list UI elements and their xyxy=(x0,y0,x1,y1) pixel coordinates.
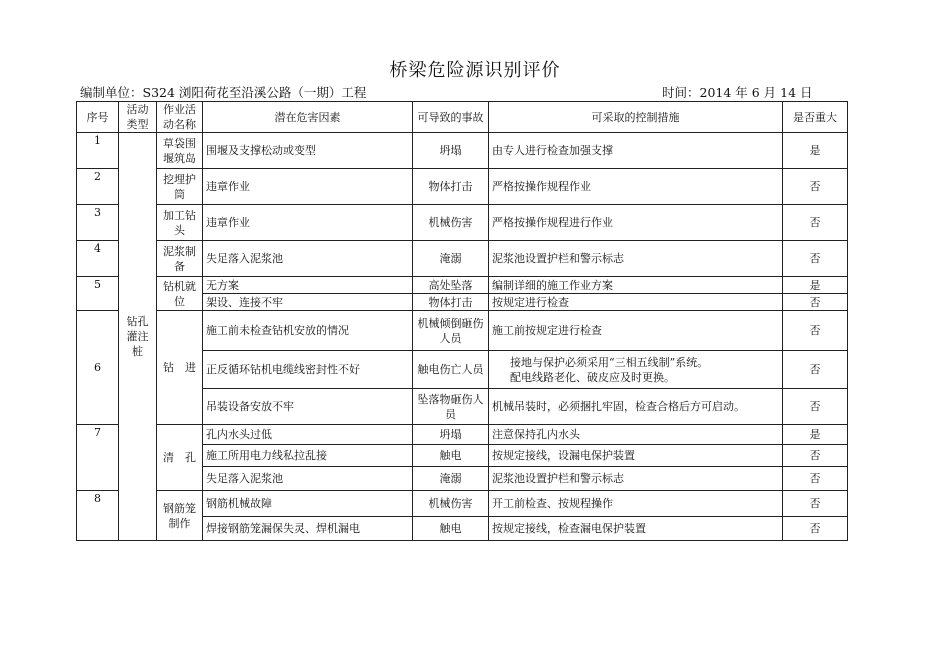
row-major: 否 xyxy=(783,311,848,351)
table-row xyxy=(77,425,848,445)
header-activity-type: 活动类型 xyxy=(119,102,157,133)
row-operation: 清 孔 xyxy=(157,425,203,491)
row-major: 是 xyxy=(783,425,848,445)
row-no: 3 xyxy=(77,205,119,241)
row-operation: 加工钻头 xyxy=(157,205,203,241)
row-measure: 严格按操作规程进行作业 xyxy=(489,205,783,241)
row-measure: 由专人进行检查加强支撑 xyxy=(489,133,783,169)
row-major: 否 xyxy=(783,389,848,425)
row-accident: 物体打击 xyxy=(413,169,489,205)
activity-type-text: 钻孔灌注桩 xyxy=(126,315,149,358)
header-hazard: 潜在危害因素 xyxy=(203,102,413,133)
row-measure: 泥浆池设置护栏和警示标志 xyxy=(489,241,783,277)
row-hazard: 无方案 xyxy=(203,277,413,294)
row-accident: 坍塌 xyxy=(413,133,489,169)
row-measure: 按规定进行检查 xyxy=(489,294,783,311)
table-row xyxy=(77,205,848,241)
row-no: 6 xyxy=(77,311,119,425)
row-measure: 严格按操作规程作业 xyxy=(489,169,783,205)
row-measure: 按规定接线，检查漏电保护装置 xyxy=(489,517,783,541)
row-accident: 淹溺 xyxy=(413,241,489,277)
row-measure: 机械吊装时，必须捆扎牢固，检查合格后方可启动。 xyxy=(489,389,783,425)
header-no: 序号 xyxy=(77,102,119,133)
activity-type-cell xyxy=(119,133,157,541)
page-title: 桥梁危险源识别评价 xyxy=(389,60,561,81)
table-header xyxy=(77,102,848,133)
row-hazard: 失足落入泥浆池 xyxy=(203,241,413,277)
row-accident: 淹溺 xyxy=(413,467,489,491)
row-hazard: 架设、连接不牢 xyxy=(203,294,413,311)
row-no: 4 xyxy=(77,241,119,277)
row-hazard: 正反循环钻机电缆线密封性不好 xyxy=(203,351,413,389)
row-no: 2 xyxy=(77,169,119,205)
row-measure: 接地与保护必须采用“三相五线制”系统。 xyxy=(510,355,709,369)
row-measure-cell xyxy=(489,351,783,389)
header-accident: 可导致的事故 xyxy=(413,102,489,133)
row-measure: 编制详细的施工作业方案 xyxy=(489,277,783,294)
date-label: 时间：2014 年 6 月 14 日 xyxy=(662,85,813,100)
row-measure: 注意保持孔内水头 xyxy=(489,425,783,445)
row-no: 5 xyxy=(77,277,119,311)
row-hazard: 失足落入泥浆池 xyxy=(203,467,413,491)
row-accident: 机械伤害 xyxy=(413,491,489,517)
table-row xyxy=(77,311,848,351)
row-accident: 坍塌 xyxy=(413,425,489,445)
row-accident: 机械倾倒砸伤人员 xyxy=(413,311,489,351)
row-hazard: 钢筋机械故障 xyxy=(203,491,413,517)
row-no: 8 xyxy=(77,491,119,541)
row-hazard: 吊装设备安放不牢 xyxy=(203,389,413,425)
row-hazard: 施工所用电力线私拉乱接 xyxy=(203,445,413,467)
row-major: 是 xyxy=(783,133,848,169)
row-operation: 钢筋笼制作 xyxy=(157,491,203,541)
row-major: 否 xyxy=(783,491,848,517)
row-measure: 开工前检查、按规程操作 xyxy=(489,491,783,517)
row-major: 否 xyxy=(783,467,848,491)
row-major: 否 xyxy=(783,205,848,241)
row-hazard: 违章作业 xyxy=(203,169,413,205)
row-major: 否 xyxy=(783,241,848,277)
row-operation: 挖埋护筒 xyxy=(157,169,203,205)
row-major: 是 xyxy=(783,277,848,294)
row-accident: 触电 xyxy=(413,445,489,467)
table-row xyxy=(77,241,848,277)
row-measure: 泥浆池设置护栏和警示标志 xyxy=(489,467,783,491)
row-hazard: 施工前未检查钻机安放的情况 xyxy=(203,311,413,351)
row-operation: 钻 进 xyxy=(157,311,203,425)
table-row xyxy=(77,133,848,169)
header-measure: 可采取的控制措施 xyxy=(489,102,783,133)
row-hazard: 孔内水头过低 xyxy=(203,425,413,445)
row-accident: 机械伤害 xyxy=(413,205,489,241)
row-measure: 按规定接线，设漏电保护装置 xyxy=(489,445,783,467)
header-operation: 作业活动名称 xyxy=(157,102,203,133)
table-row xyxy=(77,169,848,205)
compiling-unit: 编制单位：S324 浏阳荷花至沿溪公路（一期）工程 xyxy=(80,85,367,100)
table-row xyxy=(77,491,848,517)
row-hazard: 焊接钢筋笼漏保失灵、焊机漏电 xyxy=(203,517,413,541)
table-row xyxy=(77,277,848,294)
row-hazard: 违章作业 xyxy=(203,205,413,241)
row-major: 否 xyxy=(783,517,848,541)
row-accident: 坠落物砸伤人员 xyxy=(413,389,489,425)
row-accident: 触电 xyxy=(413,517,489,541)
row-hazard: 围堰及支撑松动或变型 xyxy=(203,133,413,169)
header-major: 是否重大 xyxy=(783,102,848,133)
row-accident: 触电伤亡人员 xyxy=(413,351,489,389)
row-major: 否 xyxy=(783,351,848,389)
row-no: 1 xyxy=(77,133,119,169)
hazard-table xyxy=(76,101,848,541)
row-major: 否 xyxy=(783,169,848,205)
row-operation: 草袋围堰筑岛 xyxy=(157,133,203,169)
row-accident: 物体打击 xyxy=(413,294,489,311)
row-operation: 泥浆制备 xyxy=(157,241,203,277)
row-major: 否 xyxy=(783,445,848,467)
row-no: 7 xyxy=(77,425,119,491)
row-accident: 高处坠落 xyxy=(413,277,489,294)
row-major: 否 xyxy=(783,294,848,311)
row-operation: 钻机就位 xyxy=(157,277,203,311)
row-measure: 施工前按规定进行检查 xyxy=(489,311,783,351)
row-measure-line2: 配电线路老化、破皮应及时更换。 xyxy=(510,370,675,384)
